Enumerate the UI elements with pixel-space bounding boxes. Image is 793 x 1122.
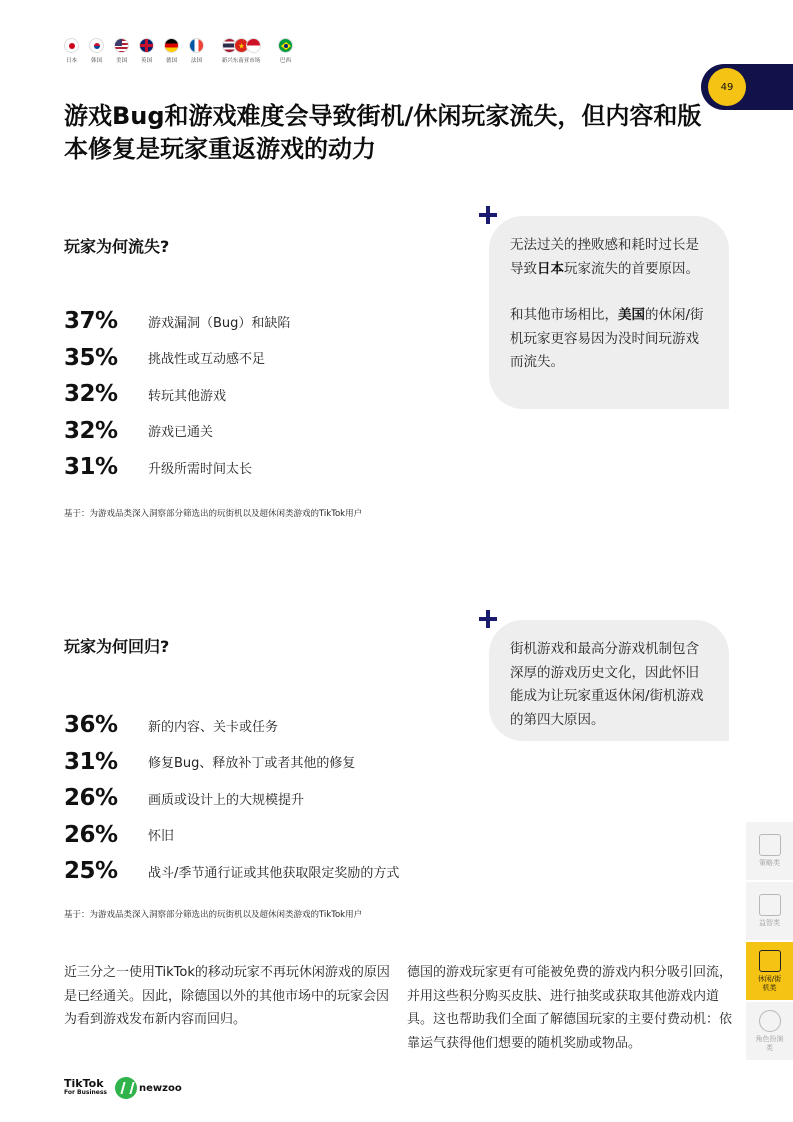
- flag-japan: [62, 38, 81, 64]
- flag-label: 英国: [140, 58, 152, 64]
- nav-item-label: 益智类: [759, 919, 780, 927]
- flag-uk: [137, 38, 156, 64]
- return-heading: 玩家为何回归?: [64, 637, 170, 656]
- flag-label: 日本: [65, 58, 77, 64]
- stat-label: 战斗/季节通行证或其他获取限定奖励的方式: [148, 865, 400, 881]
- stat-label: 转玩其他游戏: [148, 388, 227, 404]
- nav-item-puzzle[interactable]: [746, 882, 793, 940]
- stat-label: 新的内容、关卡或任务: [148, 719, 279, 735]
- chess-icon: [759, 834, 781, 856]
- stat-row: [64, 303, 290, 340]
- flag-sea-markets: [212, 38, 270, 64]
- arcade-icon: [759, 950, 781, 972]
- stat-label: 挑战性或互动感不足: [148, 352, 266, 368]
- stat-row: [64, 780, 399, 817]
- churn-footnote: 基于：为游戏品类深入洞察部分筛选出的玩街机以及超休闲类游戏的TikTok用户: [64, 509, 363, 519]
- churn-callout: [489, 216, 729, 409]
- puzzle-icon: [759, 894, 781, 916]
- stat-label: 修复Bug、释放补丁或者其他的修复: [148, 756, 356, 772]
- stat-label: 升级所需时间太长: [148, 461, 253, 477]
- page-title: 游戏Bug和游戏难度会导致街机/休闲玩家流失，但内容和版本修复是玩家重返游戏的动力: [64, 102, 702, 163]
- plus-icon: [479, 610, 497, 628]
- paragraph-left: 近三分之一使用TikTok的移动玩家不再玩休闲游戏的原因是已经通关。因此，除德国以外的其他市场中的玩家会因为看到游戏发布新内容而回归。: [64, 965, 390, 1027]
- flag-korea: [87, 38, 106, 64]
- callout-paragraph: 无法过关的挫败感和耗时过长是导致日本玩家流失的首要原因。: [510, 237, 699, 277]
- stat-label: 画质或设计上的大规模提升: [148, 792, 305, 808]
- nav-item-label: 角色扮演类: [755, 1034, 784, 1052]
- flag-label: 韩国: [90, 58, 102, 64]
- stat-percent: 26%: [64, 785, 118, 812]
- stat-row: [64, 449, 290, 486]
- paragraph-right: 德国的游戏玩家更有可能被免费的游戏内积分吸引回流，并用这些积分购买皮肤、进行抽奖或获取其他游戏内道具。这也帮助我们全面了解德国玩家的主要付费动机：依靠运气获得他们想要的随机奖励或物品。: [407, 965, 733, 1051]
- flag-brazil: [276, 38, 295, 64]
- flag-label: 新兴东南亚市场: [221, 58, 261, 64]
- stat-row: [64, 340, 290, 377]
- stat-row: [64, 707, 399, 744]
- page-number: 49: [708, 68, 746, 106]
- stat-row: [64, 376, 290, 413]
- flag-label: 法国: [190, 58, 202, 64]
- stat-row: [64, 413, 290, 450]
- churn-stats-list: [64, 303, 290, 486]
- flag-label: 巴西: [279, 58, 291, 64]
- stat-percent: 31%: [64, 748, 118, 775]
- stat-row: [64, 853, 399, 890]
- stat-percent: 35%: [64, 344, 118, 371]
- return-callout: 街机游戏和最高分游戏机制包含深厚的游戏历史文化，因此怀旧能成为让玩家重返休闲/街机游戏的第四大原因。: [489, 620, 729, 741]
- flag-label: 德国: [165, 58, 177, 64]
- stat-label: 游戏漏洞（Bug）和缺陷: [148, 315, 291, 331]
- tiktok-for-business-logo: TikTok For Business: [64, 1077, 107, 1096]
- callout-paragraph: 和其他市场相比，美国的休闲/街机玩家更容易因为没时间玩游戏而流失。: [510, 307, 704, 370]
- stat-percent: 31%: [64, 454, 118, 481]
- stat-row: [64, 744, 399, 781]
- flag-label: 美国: [115, 58, 127, 64]
- nav-item-strategy[interactable]: [746, 822, 793, 880]
- flag-france: [187, 38, 206, 64]
- stat-percent: 36%: [64, 712, 118, 739]
- return-footnote: 基于：为游戏品类深入洞察部分筛选出的玩街机以及超休闲类游戏的TikTok用户: [64, 910, 363, 920]
- category-sidenav: [746, 822, 793, 1062]
- newzoo-icon: [115, 1077, 137, 1099]
- plus-icon: [479, 206, 497, 224]
- stat-percent: 25%: [64, 858, 118, 885]
- stat-label: 怀旧: [148, 829, 175, 845]
- nav-item-arcade[interactable]: [746, 942, 793, 1000]
- stat-label: 游戏已通关: [148, 425, 214, 441]
- market-flags: [62, 38, 295, 64]
- nav-item-rpg[interactable]: [746, 1002, 793, 1060]
- stat-percent: 26%: [64, 821, 118, 848]
- footer-logos: [64, 1077, 182, 1099]
- stat-percent: 37%: [64, 308, 118, 335]
- stat-row: [64, 817, 399, 854]
- churn-heading: 玩家为何流失?: [64, 237, 170, 256]
- flag-usa: [112, 38, 131, 64]
- nav-item-label: 休闲/街机类: [757, 974, 782, 992]
- return-stats-list: [64, 707, 399, 890]
- newzoo-logo: newzoo: [115, 1077, 182, 1099]
- stat-percent: 32%: [64, 381, 118, 408]
- flag-germany: [162, 38, 181, 64]
- nav-item-label: 策略类: [759, 859, 780, 867]
- page-number-tab: [701, 64, 793, 110]
- potion-icon: [759, 1010, 781, 1032]
- stat-percent: 32%: [64, 417, 118, 444]
